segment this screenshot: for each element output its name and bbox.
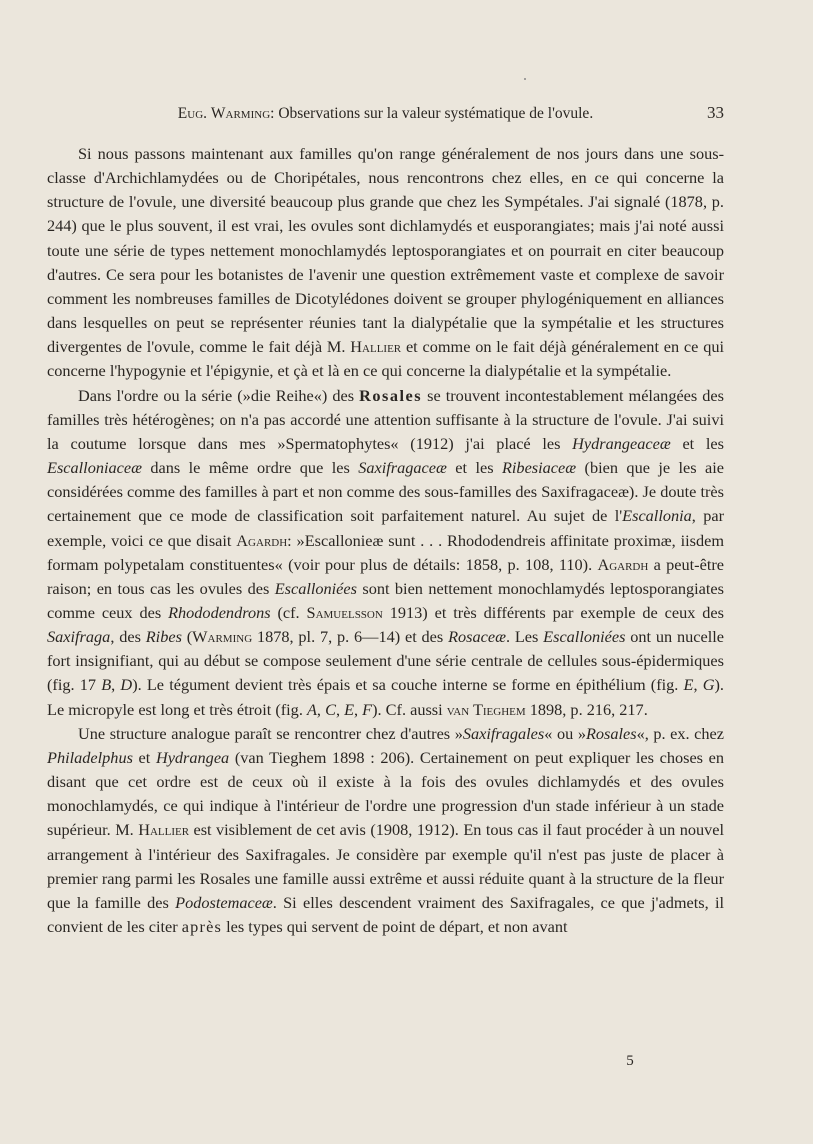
- text-run: ,: [316, 699, 326, 719]
- spaced-emphasis: après: [181, 917, 223, 936]
- text-run: les types qui servent de point de départ, et non avant: [222, 917, 568, 936]
- speck: [524, 78, 526, 80]
- italic-term: B: [101, 675, 112, 695]
- author-name: Warming: [210, 105, 271, 122]
- text-run: est visiblement de cet avis (1908, 1912). En tous cas il faut procéder à un nouvel arrangement à l'intérieur des Saxifragales. Je considère par exemple qu'il n'est pas juste de placer à premier rang parmi les Rosales une famille aussi extrême et aussi réduite quant à la structure de la fleur que la famille des: [47, 820, 725, 912]
- italic-term: Rosaceæ: [448, 627, 506, 647]
- author-reference: Agardh: [236, 530, 288, 550]
- italic-term: Saxifraga: [47, 627, 111, 647]
- author-initial: Eug.: [177, 105, 208, 122]
- body-text: [47, 142, 724, 939]
- paragraph: [47, 722, 724, 939]
- italic-term: Saxifragales: [462, 723, 545, 743]
- text-run: et les: [446, 458, 502, 478]
- text-run: 1913) et très différents par exemple de ceux des: [382, 602, 724, 622]
- text-run: ,: [354, 699, 363, 719]
- author-reference: Agardh: [597, 554, 649, 574]
- text-run: ). Cf. aussi: [372, 699, 447, 719]
- italic-term: Saxifragaceæ: [358, 458, 447, 478]
- italic-term: C: [325, 699, 336, 719]
- spaced-emphasis: Rosales: [359, 385, 423, 405]
- italic-term: A: [306, 699, 317, 719]
- italic-term: Hydrangea: [155, 747, 230, 767]
- running-header: [47, 104, 724, 124]
- signature-mark: 5: [626, 1053, 634, 1069]
- text-run: Si nous passons maintenant aux familles qu'on range généralement de nos jours dans une sous-classe d'Archichlamydées ou de Choripétales, nous rencontrons chez elles, en ce qui concerne la structure de l'ovule, une diversité beaucoup plus grande que chez les Sympétales. J'ai signalé (1878, p. 244) que le plus souvent, il est vrai, les ovules sont dichlamydés et eusporangiates; mais j'ai noté aussi toute une série de types nettement monochlamydés leptosporangiates et on pourrait en citer beaucoup d'autres. Ce sera pour les botanistes de l'avenir une question extrêmement vaste et complexe de savoir comment les nombreuses familles de Dicotylédones doivent se grouper phylogéniquement en alliances dans lesquelles on peut se représenter réunies tant la dialypétalie que la sympétalie et les structures divergentes de l'ovule, comme le fait déjà M.: [47, 144, 724, 357]
- text-run: ,: [335, 699, 345, 719]
- italic-term: Escalloniaceæ: [47, 458, 142, 478]
- text-run: . Si elles descendent vraiment des Saxifragales, ce que j'admets, il convient de les citer: [47, 892, 724, 936]
- text-run: et les: [670, 433, 724, 453]
- author-reference: Warming: [192, 627, 253, 647]
- text-run: ). Le micropyle est long et très étroit (fig.: [47, 675, 725, 719]
- text-run: ). Le tégument devient très épais et sa couche interne se forme en épithélium (fig.: [132, 675, 684, 695]
- text-run: 1878, pl. 7, p. 6—14) et des: [252, 627, 449, 647]
- text-run: Dans l'ordre ou la série (»die Reihe«) des: [78, 385, 360, 405]
- paragraph: [47, 384, 724, 722]
- text-run: se trouvent incontestablement mélangées des familles très hétérogènes; on n'a pas accordé une attention suffisante à la structure de l'ovule. J'ai suivi la coutume lorsque dans mes »Spermatophytes« (1912) j'ai placé les: [47, 385, 724, 453]
- text-run: a peut-être raison; en tous cas les ovules des: [47, 554, 724, 598]
- text-run: , par exemple, voici ce que disait: [47, 506, 724, 550]
- author-reference: Hallier: [350, 337, 402, 357]
- text-run: « ou »: [544, 723, 586, 743]
- italic-term: Escalloniées: [543, 627, 626, 647]
- italic-term: Rhododendrons: [168, 602, 271, 622]
- italic-term: Philadelphus: [47, 747, 133, 767]
- italic-term: Podostemaceæ: [175, 892, 273, 912]
- text-run: (van Tieghem 1898 : 206). Certainement on peut expliquer les choses en disant que cet ordre est de ceux où il existe à la fois des ovules dichlamydés et des ovules monochlamydés, ce qui indique à l'intérieur de l'ordre une progression d'un stade inférieur à un stade supérieur. M.: [47, 747, 725, 840]
- italic-term: Rosales: [585, 723, 637, 743]
- text-run: dans le même ordre que les: [141, 458, 359, 478]
- text-run: 1898, p. 216, 217.: [525, 699, 648, 719]
- header-title: : Observations sur la valeur systématique de l'ovule.: [270, 105, 594, 122]
- text-run: . Les: [505, 627, 544, 647]
- italic-term: Escalloniées: [274, 578, 357, 598]
- italic-term: E: [344, 699, 355, 719]
- italic-term: Hydrangeaceæ: [572, 433, 671, 453]
- text-run: ,: [111, 675, 121, 695]
- text-run: ,: [693, 675, 703, 695]
- author-reference: van Tieghem: [446, 699, 526, 719]
- text-run: (bien que je les aie considérées comme des familles à part et non comme des sous-familles des Saxifragaceæ). Je doute très certainement que ce mode de classification soit parfaitement naturel. Au sujet de l': [47, 458, 725, 526]
- italic-term: E: [683, 675, 694, 695]
- text-run: (cf.: [270, 602, 307, 622]
- italic-term: D: [120, 675, 133, 695]
- italic-term: G: [702, 675, 715, 695]
- text-run: et: [132, 747, 156, 767]
- text-run: «, p. ex. chez: [636, 723, 724, 743]
- italic-term: Ribesiaceæ: [501, 458, 577, 478]
- text-run: et comme on le fait déjà généralement en ce qui concerne l'hypogynie et l'épigynie, et çà et là en ce qui concerne la dialypétalie et la sympétalie.: [47, 337, 724, 381]
- text-run: , des: [110, 627, 146, 647]
- text-run: (: [181, 627, 193, 647]
- text-run: sont bien nettement monochlamydés leptosporangiates comme ceux des: [47, 578, 724, 622]
- text-run: : »Escallonieæ sunt . . . Rhododendreis affinitate proximæ, iisdem formam polypetalam constituentes« (voir pour plus de détails: 1858, p. 108, 110).: [47, 530, 724, 574]
- text-run: ont un nucelle fort insignifiant, qui au début se compose seulement d'une série centrale de cellules sous-épidermiques (fig. 17: [47, 627, 725, 695]
- author-reference: Hallier: [138, 820, 190, 840]
- italic-term: Ribes: [145, 627, 182, 647]
- text-run: Une structure analogue paraît se rencontrer chez d'autres »: [78, 723, 463, 743]
- italic-term: F: [362, 699, 373, 719]
- author-reference: Samuelsson: [306, 602, 383, 622]
- paragraph: [47, 142, 724, 384]
- page-number: 33: [707, 103, 724, 122]
- italic-term: Escallonia: [622, 506, 692, 526]
